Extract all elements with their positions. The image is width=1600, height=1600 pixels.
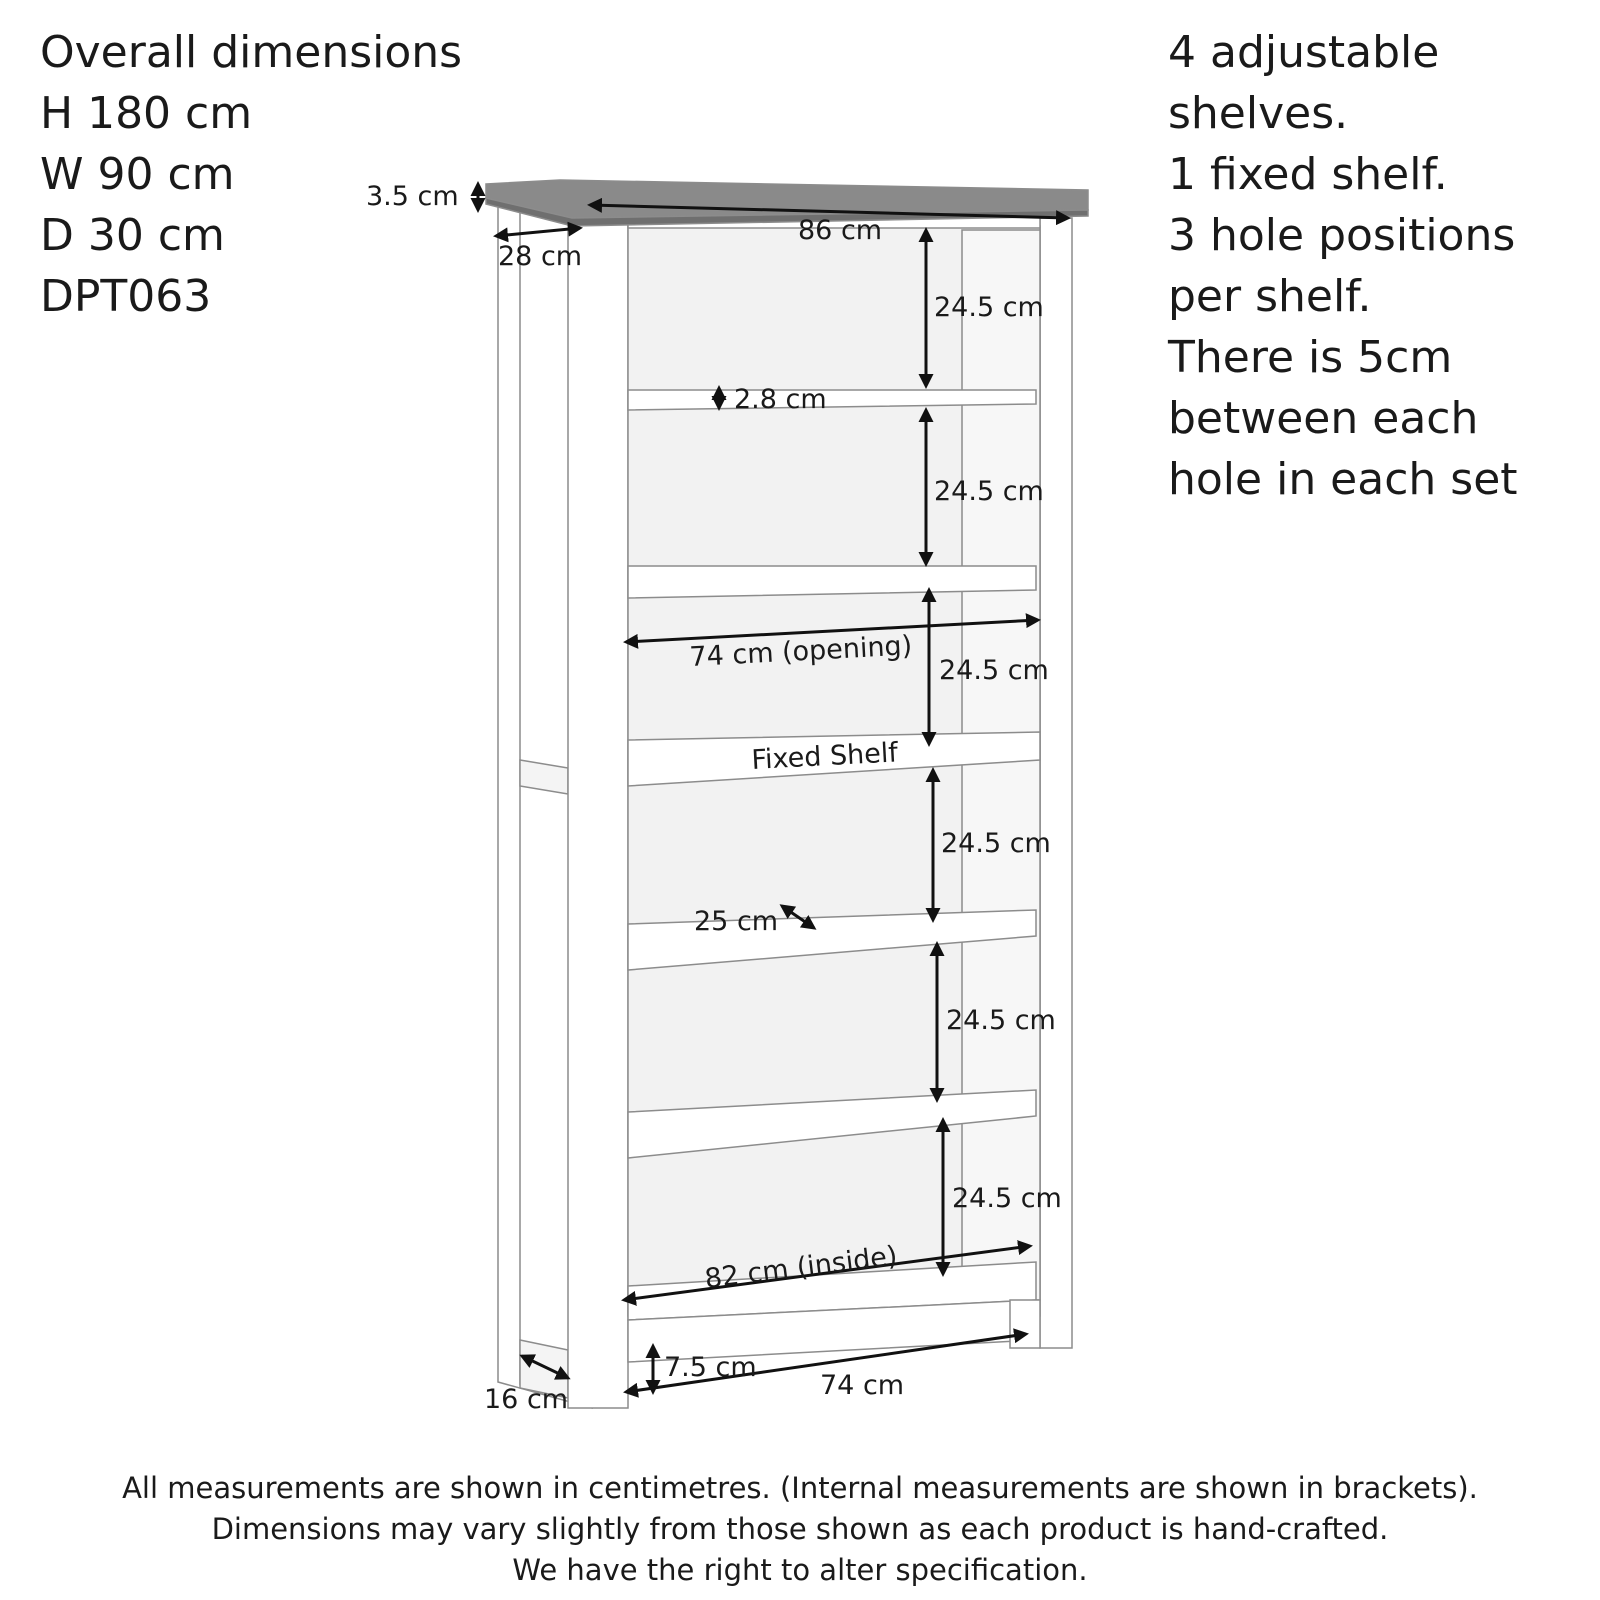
label-inside-width: 82 cm (inside) bbox=[703, 1240, 900, 1295]
footer-notes bbox=[0, 1468, 1600, 1591]
note-line: per shelf. bbox=[1168, 271, 1372, 322]
label-base-width: 74 cm bbox=[820, 1370, 905, 1401]
note-line: hole in each set bbox=[1168, 454, 1518, 505]
note-line: 4 adjustable bbox=[1168, 27, 1440, 78]
note-line: 3 hole positions bbox=[1168, 210, 1516, 261]
overall-height: H 180 cm bbox=[40, 88, 253, 139]
label-shelf-thickness: 2.8 cm bbox=[734, 384, 827, 415]
label-gap-3: 24.5 cm bbox=[939, 655, 1049, 686]
label-top-width: 86 cm bbox=[798, 215, 883, 246]
footer-line: We have the right to alter specification. bbox=[512, 1553, 1088, 1587]
front-left-post bbox=[568, 218, 628, 1408]
right-foot bbox=[1010, 1300, 1040, 1348]
label-foot-depth: 16 cm bbox=[484, 1384, 569, 1415]
label-gap-4: 24.5 cm bbox=[941, 828, 1051, 859]
label-gap-6: 24.5 cm bbox=[952, 1183, 1062, 1214]
footer-line: All measurements are shown in centimetres. (Internal measurements are shown in brackets). bbox=[122, 1471, 1478, 1505]
label-shelf-depth: 25 cm bbox=[694, 906, 779, 937]
label-top-thickness: 3.5 cm bbox=[366, 181, 459, 212]
front-right-post bbox=[1040, 218, 1072, 1348]
note-line: There is 5cm bbox=[1168, 332, 1453, 383]
label-plinth-height: 7.5 cm bbox=[664, 1352, 757, 1383]
label-opening-width: 74 cm (opening) bbox=[688, 630, 913, 673]
label-top-depth: 28 cm bbox=[498, 241, 583, 272]
overall-dimensions-title: Overall dimensions bbox=[40, 27, 463, 78]
label-gap-5: 24.5 cm bbox=[946, 1005, 1056, 1036]
note-line: shelves. bbox=[1168, 88, 1349, 139]
label-gap-1: 24.5 cm bbox=[934, 292, 1044, 323]
footer-line: Dimensions may vary slightly from those shown as each product is hand-crafted. bbox=[211, 1512, 1389, 1546]
note-line: 1 fixed shelf. bbox=[1168, 149, 1448, 200]
bookcase bbox=[486, 180, 1088, 1408]
product-code: DPT063 bbox=[40, 271, 212, 322]
label-fixed-shelf: Fixed Shelf bbox=[750, 737, 899, 776]
label-gap-2: 24.5 cm bbox=[934, 476, 1044, 507]
overall-width: W 90 cm bbox=[40, 149, 235, 200]
note-line: between each bbox=[1168, 393, 1479, 444]
overall-depth: D 30 cm bbox=[40, 210, 225, 261]
